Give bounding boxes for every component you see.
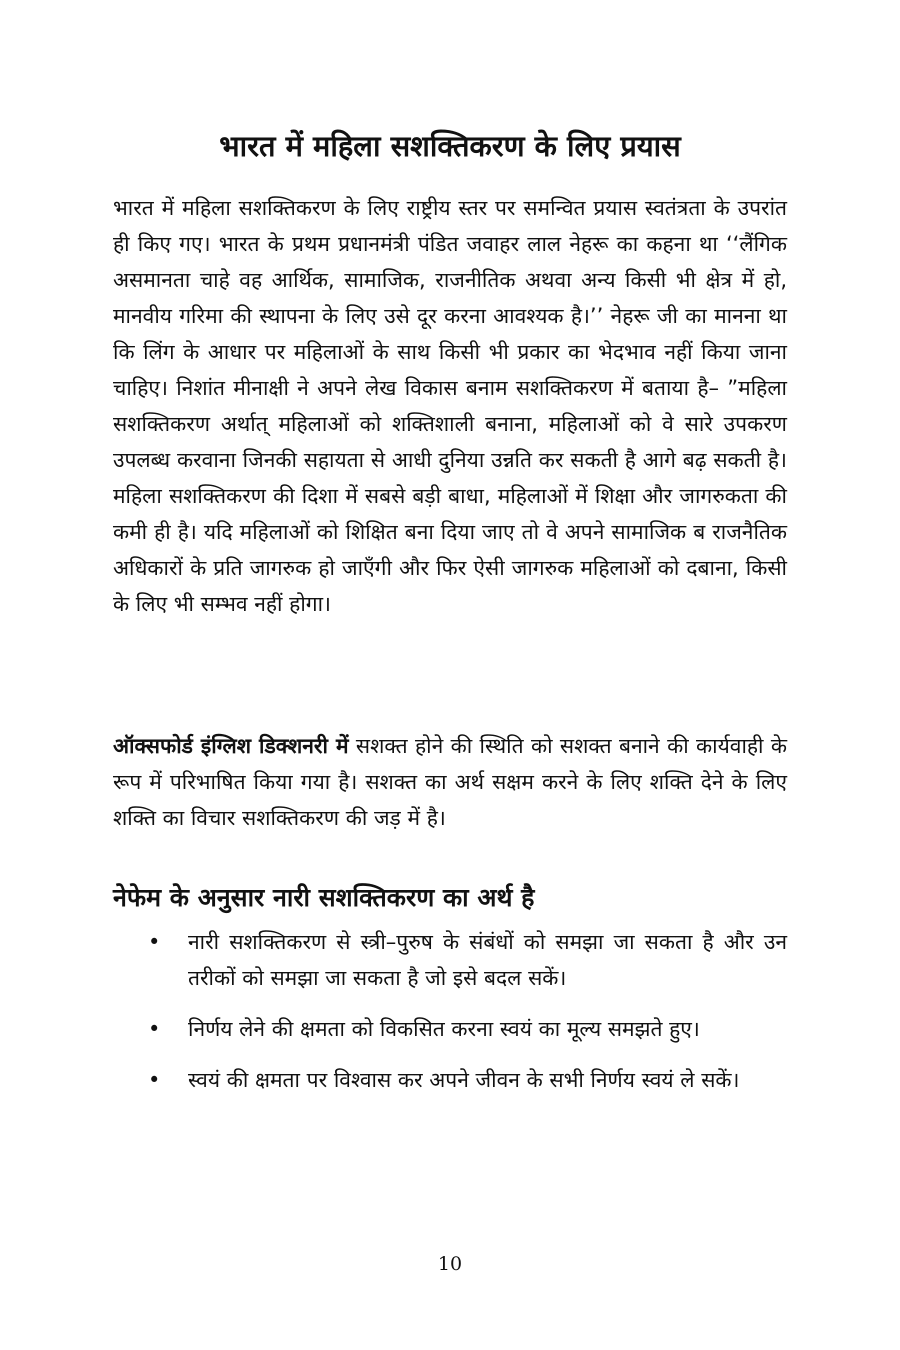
page-title: भारत में महिला सशक्तिकरण के लिए प्रयास [219, 129, 681, 163]
bullet-text: निर्णय लेने की क्षमता को विकसित करना स्वयं का मूल्य समझते हुए। [188, 1017, 700, 1041]
page-number: 10 [437, 1253, 463, 1275]
bullet-list [113, 924, 787, 1113]
paragraph-oxford-definition [113, 728, 787, 836]
list-item [113, 924, 787, 996]
bullet-text: नारी सशक्तिकरण से स्त्री–पुरुष के संबंधों को समझा जा सकता है और उन तरीकों को समझा जा सकता है जो इसे बदल सकें। [188, 930, 787, 990]
bullet-icon: • [148, 930, 161, 954]
bullet-icon: • [148, 1068, 161, 1092]
oxford-dictionary-bold-text: ऑक्सफोर्ड इंग्लिश डिक्शनरी में [113, 734, 349, 758]
list-item [113, 1011, 787, 1047]
oxford-definition-text: सशक्त होने की स्थिति को सशक्त बनाने की कार्यवाही के रूप में परिभाषित किया गया है। सशक्त का अर्थ सक्षम करने के लिए शक्ति देने के लिए शक्ति का विचार सशक्तिकरण की जड़ में है। [113, 734, 787, 830]
paragraph-efforts: भारत में महिला सशक्तिकरण के लिए राष्ट्रीय स्तर पर समन्वित प्रयास स्वतंत्रता के उपरांत ही किए गए। भारत के प्रथम प्रधानमंत्री पंडित जवाहर लाल नेहरू का कहना था ‘‘लैंगिक असमानता चाहे वह आर्थिक, सामाजिक, राजनीतिक अथवा अन्य किसी भी क्षेत्र में हो, मानवीय गरिमा की स्थापना के लिए उसे दूर करना आवश्यक है।’’ नेहरू जी का मानना था कि लिंग के आधार पर महिलाओं के साथ किसी भी प्रकार का भेदभाव नहीं किया जाना चाहिए। निशांत मीनाक्षी ने अपने लेख विकास बनाम सशक्तिकरण में बताया है– ”महिला सशक्तिकरण अर्थात् महिलाओं को शक्तिशाली बनाना, महिलाओं को वे सारे उपकरण उपलब्ध करवाना जिनकी सहायता से आधी दुनिया उन्नति कर सकती है आगे बढ़ सकती है। महिला सशक्तिकरण की दिशा में सबसे बड़ी बाधा, महिलाओं में शिक्षा और जागरुकता की कमी ही है। यदि महिलाओं को शिक्षित बना दिया जाए तो वे अपने सामाजिक ब राजनैतिक अधिकारों के प्रति जागरुक हो जाएँगी और फिर ऐसी जागरुक महिलाओं को दबाना, किसी के लिए भी सम्भव नहीं होगा। [113, 196, 787, 616]
section-heading: नेफेम के अनुसार नारी सशक्तिकरण का अर्थ है [113, 883, 535, 912]
bullet-text: स्वयं की क्षमता पर विश्वास कर अपने जीवन के सभी निर्णय स्वयं ले सकें। [188, 1068, 740, 1092]
bullet-icon: • [148, 1017, 161, 1041]
list-item [113, 1062, 787, 1098]
